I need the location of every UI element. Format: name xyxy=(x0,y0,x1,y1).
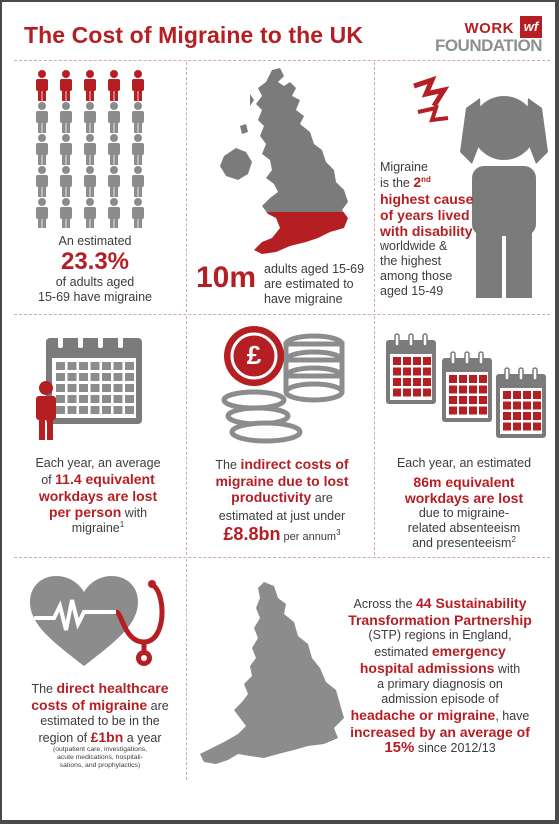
person-icon xyxy=(132,102,144,133)
direct-note: sations, and prophylactics) xyxy=(59,762,141,769)
footnote-marker: 2 xyxy=(511,534,516,544)
direct-note: (outpatient care, investigations, xyxy=(52,746,148,753)
direct-fragment: direct healthcare xyxy=(56,680,169,696)
indirect-line xyxy=(196,524,368,545)
direct-line xyxy=(18,697,182,714)
indirect-line xyxy=(196,489,368,506)
direct-fragment: costs of migraine xyxy=(31,697,148,713)
workdays-person-text xyxy=(18,456,178,536)
disability-text xyxy=(380,160,480,299)
adults-line: adults aged 15-69 xyxy=(264,262,365,276)
adults-line: have migraine xyxy=(264,292,343,306)
stp-line: a primary diagnosis on xyxy=(377,677,503,691)
calendars-icon xyxy=(384,332,550,440)
page-title: The Cost of Migraine to the UK xyxy=(24,22,364,48)
people-grid-icon xyxy=(34,68,152,228)
stp-line xyxy=(340,740,540,756)
workdays-person-line xyxy=(18,521,178,536)
workdays-person-fragment: of xyxy=(41,473,56,487)
stp-fragment: , have xyxy=(495,709,530,723)
stp-line: Transformation Partnership xyxy=(348,612,532,628)
divider xyxy=(186,62,187,312)
direct-line xyxy=(18,729,182,746)
calendar-icon xyxy=(496,368,546,438)
logo-mark: wf xyxy=(520,16,542,38)
calendar-icon xyxy=(386,334,436,404)
stp-fragment: 44 Sustainability xyxy=(416,595,527,611)
person-icon-highlighted xyxy=(132,70,144,101)
divider xyxy=(186,559,187,780)
workdays-person-line xyxy=(18,504,178,521)
workdays-person-line: workdays are lost xyxy=(38,488,158,504)
stp-line xyxy=(340,707,540,724)
prevalence-line: of adults aged xyxy=(55,275,135,289)
direct-fragment: region of xyxy=(38,731,91,745)
person-icon xyxy=(60,134,72,165)
workdays-person-fragment: 11.4 equivalent xyxy=(55,471,155,487)
disability-line: worldwide & xyxy=(380,239,448,253)
person-icon xyxy=(36,166,48,197)
workdays-total-line: related absenteeism xyxy=(407,521,521,535)
indirect-fragment: are xyxy=(311,491,333,505)
person-icon xyxy=(60,102,72,133)
calendar-person-icon xyxy=(32,330,148,442)
logo-foundation-text: FOUNDATION xyxy=(434,36,542,55)
direct-line xyxy=(18,680,182,697)
prevalence-line: 15-69 have migraine xyxy=(38,290,152,304)
indirect-amount: £8.8bn xyxy=(223,524,281,544)
stp-fragment: headache or migraine xyxy=(350,707,496,723)
disability-fragment: is the xyxy=(380,176,414,190)
stp-line: (STP) regions in England, xyxy=(368,628,512,642)
indirect-fragment: indirect costs of xyxy=(240,456,349,472)
divider xyxy=(14,60,550,61)
workdays-total-text xyxy=(378,456,550,551)
person-icon xyxy=(36,134,48,165)
divider xyxy=(186,316,187,555)
divider xyxy=(14,557,550,558)
workdays-total-line: Each year, an estimated xyxy=(396,456,532,470)
disability-rank: 2 xyxy=(413,174,422,190)
disability-line: highest cause xyxy=(380,191,474,207)
person-icon-highlighted xyxy=(84,70,96,101)
stp-fragment: hospital admissions xyxy=(359,660,495,676)
stp-line xyxy=(340,660,540,677)
pound-symbol: £ xyxy=(246,340,262,370)
indirect-fragment: productivity xyxy=(231,489,312,505)
adults-line: are estimated to xyxy=(264,277,354,291)
person-icon xyxy=(108,102,120,133)
workdays-total-line: 86m equivalent xyxy=(413,474,515,490)
workdays-person-line: Each year, an average xyxy=(35,456,161,470)
direct-amount: £1bn xyxy=(90,729,124,745)
workdays-total-line: workdays are lost xyxy=(404,490,524,506)
stp-line: increased by an average of xyxy=(350,724,530,740)
stp-percent: 15% xyxy=(384,739,415,756)
prevalence-percent: 23.3% xyxy=(60,248,130,275)
person-icon-highlighted xyxy=(36,70,48,101)
person-icon-highlighted xyxy=(108,70,120,101)
stp-fragment: since 2012/13 xyxy=(414,741,496,755)
adults-figure: 10m xyxy=(196,261,257,294)
person-icon xyxy=(84,166,96,197)
workdays-person-fragment: migraine xyxy=(71,521,120,535)
heart-stethoscope-icon xyxy=(26,572,176,672)
person-icon xyxy=(84,198,96,228)
indirect-line xyxy=(196,456,368,473)
footnote-marker: 3 xyxy=(336,527,341,537)
person-icon xyxy=(108,166,120,197)
prevalence-line: An estimated xyxy=(58,234,132,248)
stp-line xyxy=(340,595,540,612)
person-icon xyxy=(108,198,120,228)
direct-note: acute medications, hospitali- xyxy=(57,754,143,761)
person-icon xyxy=(132,198,144,228)
divider xyxy=(14,314,550,315)
direct-fragment: are xyxy=(147,699,169,713)
disability-line: among those xyxy=(380,269,453,283)
workdays-total-line: due to migraine- xyxy=(418,506,510,520)
direct-line: estimated to be in the xyxy=(40,714,160,728)
adults-text xyxy=(264,262,374,307)
workdays-person-fragment: per person xyxy=(48,504,122,520)
disability-line: aged 15-49 xyxy=(380,284,444,298)
person-icon xyxy=(132,134,144,165)
workdays-person-line xyxy=(18,471,178,488)
stp-line: admission episode of xyxy=(381,692,499,706)
person-icon xyxy=(36,198,48,228)
disability-line: the highest xyxy=(380,254,442,268)
indirect-line: migraine due to lost xyxy=(215,473,349,489)
calendar-icon xyxy=(442,352,492,422)
disability-line: Migraine xyxy=(380,160,428,174)
stp-fragment: Across the xyxy=(353,597,417,611)
stp-fragment: emergency xyxy=(431,643,506,659)
indirect-fragment: The xyxy=(215,458,241,472)
indirect-fragment: per annum xyxy=(280,531,337,543)
logo-work-text: WORK xyxy=(464,20,514,37)
person-icon xyxy=(36,102,48,133)
divider xyxy=(374,316,375,555)
prevalence-text xyxy=(20,234,170,305)
stp-fragment: with xyxy=(494,662,521,676)
person-icon xyxy=(60,166,72,197)
direct-fragment: a year xyxy=(123,731,162,745)
person-icon xyxy=(84,134,96,165)
workdays-total-fragment: and presenteeism xyxy=(412,536,512,550)
person-icon xyxy=(60,198,72,228)
indirect-line: estimated at just under xyxy=(218,509,346,523)
work-foundation-logo xyxy=(402,14,542,56)
person-icon-highlighted xyxy=(60,70,72,101)
indirect-costs-text xyxy=(196,456,368,545)
person-icon xyxy=(84,102,96,133)
disability-line: of years lived xyxy=(380,207,470,223)
person-icon xyxy=(132,166,144,197)
disability-line: with disability xyxy=(380,223,473,239)
direct-costs-text xyxy=(18,680,182,770)
workdays-person-fragment: with xyxy=(121,506,148,520)
disability-line xyxy=(380,175,480,191)
stp-fragment: estimated xyxy=(374,645,432,659)
disability-rank-suffix: nd xyxy=(421,174,431,184)
direct-fragment: The xyxy=(31,682,57,696)
divider xyxy=(374,62,375,312)
person-icon xyxy=(108,134,120,165)
stp-text xyxy=(340,595,540,756)
footnote-marker: 1 xyxy=(119,519,125,529)
stp-line xyxy=(340,643,540,660)
uk-map-icon xyxy=(210,66,360,258)
workdays-total-line xyxy=(378,536,550,551)
